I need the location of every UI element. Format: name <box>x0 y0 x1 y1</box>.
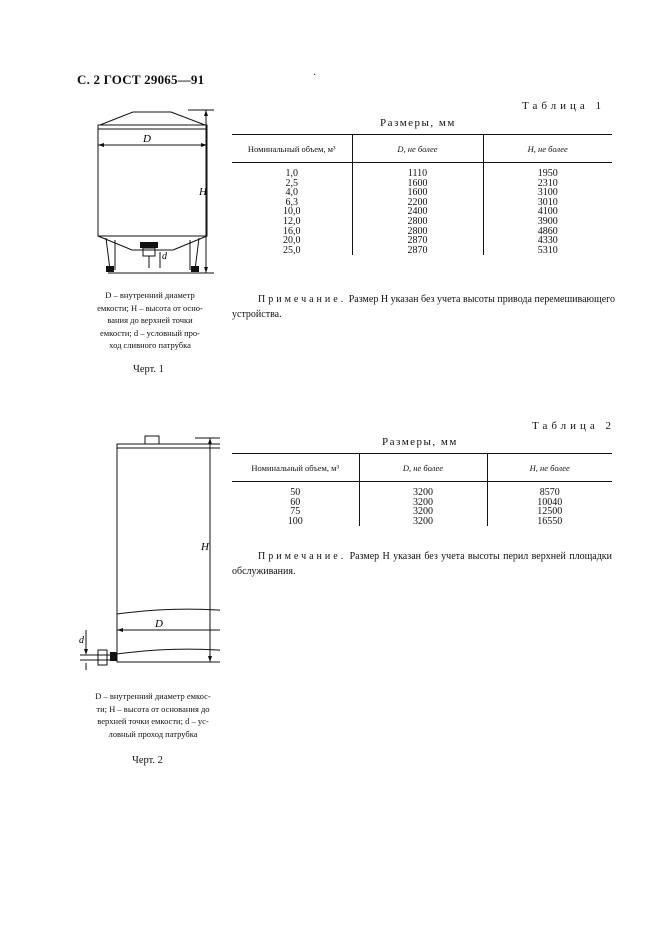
table-row: 10,0 2400 4100 <box>232 207 612 217</box>
label-h: H <box>201 541 209 553</box>
table-header <box>232 454 612 482</box>
header-mark: · <box>313 70 317 81</box>
tank-2-outlet-flange <box>98 650 107 665</box>
table-row: 2,5 1600 2310 <box>232 179 612 189</box>
table-row: 6,3 2200 3010 <box>232 198 612 208</box>
table-2 <box>232 453 612 526</box>
table-header <box>232 135 612 163</box>
label-d-lower: d <box>79 635 84 646</box>
table-row: 16,0 2800 4860 <box>232 227 612 237</box>
table-row: 4,0 1600 3100 <box>232 188 612 198</box>
column-header: H, не более <box>487 454 612 482</box>
page-header: С. 2 ГОСТ 29065—91 <box>77 72 205 87</box>
table-row: 1,0 1110 1950 <box>232 163 612 179</box>
table-row: 50 3200 8570 <box>232 482 612 498</box>
table-row: 60 3200 10040 <box>232 498 612 508</box>
column-header: D, не более <box>359 454 487 482</box>
tank-1-leg-left <box>106 238 110 270</box>
tank-2-bottom-seam <box>117 609 220 614</box>
table-1-title: Размеры, мм <box>380 117 456 129</box>
table-1-label: Таблица 1 <box>522 100 606 112</box>
table-1 <box>232 134 612 255</box>
figure-1-caption: D – внутренний диаметр емкости; H – высота от осно- вания до верхней точки емкости; d – условный про- ход сливного патрубка <box>97 290 203 350</box>
table-2-label: Таблица 2 <box>532 420 616 432</box>
table-row: 75 3200 12500 <box>232 507 612 517</box>
column-header: Номинальный объем, м³ <box>232 135 352 163</box>
tank-2-shell <box>117 444 220 662</box>
table-row: 100 3200 16550 <box>232 517 612 527</box>
figure-1-label: Черт. 1 <box>133 364 164 375</box>
table-2-title: Размеры, мм <box>382 436 458 448</box>
table-2-note: Примечание. Размер H указан без учета высоты перил верхней площадки обслуживания. <box>232 551 613 577</box>
figure-1-drawing <box>88 100 218 285</box>
column-header: D, не более <box>352 135 483 163</box>
figure-2-drawing <box>70 430 220 670</box>
figure-2-caption: D – внутренний диаметр емкос- ти; H – высота от основания до верхней точки емкости; d – ус- ловный проход патрубка <box>95 691 211 739</box>
label-d-upper: D <box>143 133 151 145</box>
column-header: H, не более <box>483 135 612 163</box>
tank-1-leg-right <box>195 238 199 270</box>
tank-2-top-hatch <box>145 436 159 444</box>
tank-1-roof <box>100 112 205 125</box>
tank-1-top-band <box>98 125 207 129</box>
label-d-lower: d <box>162 251 167 262</box>
table-row: 20,0 2870 4330 <box>232 236 612 246</box>
label-h: H <box>199 186 207 198</box>
figure-2-label: Черт. 2 <box>132 755 163 766</box>
column-header: Номинальный объем, м³ <box>232 454 359 482</box>
table-row: 25,0 2870 5310 <box>232 246 612 256</box>
table-1-note: Примечание. Размер H указан без учета высоты привода перемешивающего устройства. <box>232 294 616 320</box>
label-d-upper: D <box>155 618 163 630</box>
tank-1-drain-pipe <box>143 248 155 256</box>
table-row: 12,0 2800 3900 <box>232 217 612 227</box>
